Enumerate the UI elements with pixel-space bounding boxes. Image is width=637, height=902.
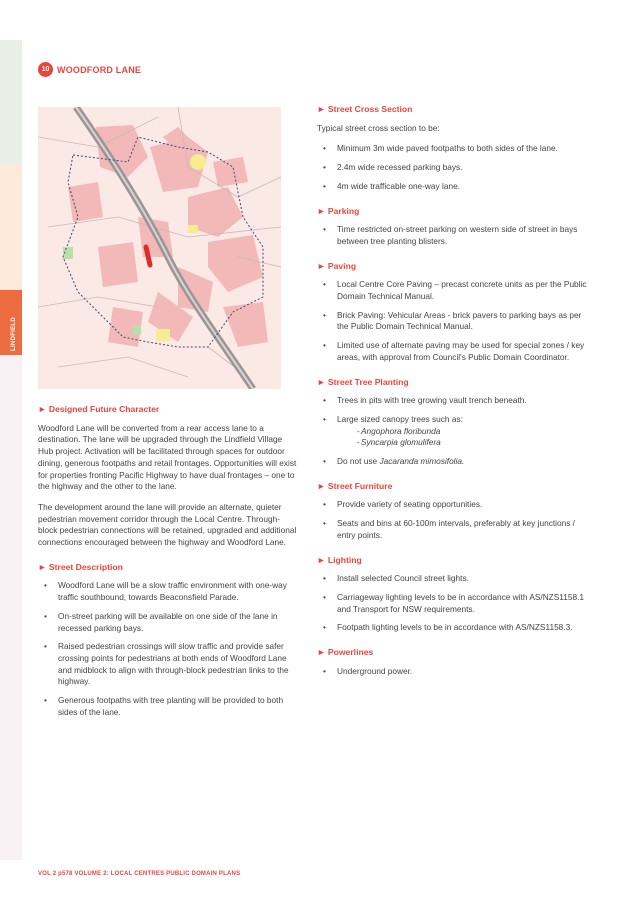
street-cross-section-heading: ► Street Cross Section	[317, 104, 413, 114]
list-item	[317, 456, 587, 468]
left-column	[38, 404, 298, 731]
page-header	[38, 62, 141, 77]
side-strip-green	[0, 40, 22, 165]
street-furniture-heading: ► Street Furniture	[317, 480, 393, 491]
street-description-heading: ► Street Description	[38, 561, 123, 572]
street-tree-planting-heading: ► Street Tree Planting	[317, 376, 409, 387]
designed-paragraph-1: Woodford Lane will be converted from a rear access lane to a destination. The lane will be upgraded through the Lindfield Village Hub project. Activation will be facilitated through spaces for outdoor dining, generous footpaths and retail frontages. Opportunities will exist for properties fronting Pacific Highway to have dual frontages – one to the highway and the other to the lane.	[38, 422, 297, 492]
designed-future-character-section	[38, 404, 298, 549]
excluded-species: Jacaranda mimosifolia.	[379, 456, 465, 467]
paving-section	[317, 261, 587, 364]
list-item: • Underground power.	[317, 666, 587, 678]
designed-paragraph-2: The development around the lane will provide an alternate, quieter pedestrian movement corridor through the Local Centre. Through-block pedestrian connections will be retained, upgraded and additional connections encouraged between the highway and Woodford Lane.	[38, 501, 297, 548]
list-item: • Raised pedestrian crossings will slow traffic and provide safer crossing points for pedestrians at both ends of Woodford Lane and midblock to align with through-block pedestrian links to the highway.	[38, 641, 298, 688]
list-item: • Brick Paving: Vehicular Areas - brick pavers to parking bays as per the Public Domain Technical Manual.	[317, 310, 587, 333]
page-title: WOODFORD LANE	[57, 64, 142, 75]
side-tab-label: LINDFIELD	[11, 316, 17, 351]
list-item: • Time restricted on-street parking on western side of street in bays between tree planting blisters.	[317, 224, 587, 247]
right-column	[317, 104, 587, 691]
parking-section	[317, 206, 587, 248]
map-green-area-2	[133, 325, 141, 335]
page-footer: VOL 2 p578 VOLUME 2: LOCAL CENTRES PUBLIC DOMAIN PLANS	[38, 871, 241, 877]
map-yellow-area-2	[156, 329, 170, 341]
powerlines-section	[317, 647, 587, 677]
designed-future-character-heading: ► Designed Future Character	[38, 404, 160, 414]
list-item: • Woodford Lane will be a slow traffic environment with one-way traffic southbound, towards Beaconsfield Parade.	[38, 580, 298, 603]
tree-species-1: - Angophora floribunda	[337, 426, 587, 438]
street-description-section	[38, 562, 298, 719]
section-number-badge: 10	[38, 62, 53, 77]
list-item: • 4m wide trafficable one-way lane.	[317, 181, 587, 193]
street-furniture-section	[317, 481, 587, 542]
cross-section-intro: Typical street cross section to be:	[317, 122, 440, 133]
list-item: • Footpath lighting levels to be in accordance with AS/NZS1158.3.	[317, 622, 587, 634]
lighting-section	[317, 555, 587, 635]
list-item: • Trees in pits with tree growing vault trench beneath.	[317, 395, 587, 407]
lighting-heading: ► Lighting	[317, 554, 362, 565]
list-item: • Install selected Council street lights.	[317, 573, 587, 585]
list-item: • Generous footpaths with tree planting will be provided to both sides of the lane.	[38, 695, 298, 718]
paving-heading: ► Paving	[317, 260, 357, 271]
parking-heading: ► Parking	[317, 205, 360, 216]
list-item: • Limited use of alternate paving may be used for special zones / key areas, with approval from Council's Public Domain Coordinator.	[317, 340, 587, 363]
powerlines-heading: ► Powerlines	[317, 647, 374, 658]
map-yellow-area-3	[188, 225, 198, 233]
list-item: • Local Centre Core Paving – precast concrete units as per the Public Domain Technical Manual.	[317, 279, 587, 302]
list-item: • Minimum 3m wide paved footpaths to both sides of the lane.	[317, 143, 587, 155]
side-strip-peach	[0, 165, 22, 290]
tree-species-intro: Large sized canopy trees such as:	[337, 413, 463, 424]
location-map	[38, 107, 281, 389]
list-item: • Seats and bins at 60-100m intervals, preferably at key junctions / entry points.	[317, 518, 587, 541]
street-tree-planting-section	[317, 377, 587, 468]
tree-species-2: - Syncarpia glomulifera	[337, 437, 587, 449]
side-strip-pale	[0, 355, 22, 860]
do-not-use-text: Do not use	[337, 456, 380, 467]
street-cross-section-section	[317, 104, 587, 193]
list-item: • Carriageway lighting levels to be in accordance with AS/NZS1158.1 and Transport for NSW requirements.	[317, 592, 587, 615]
list-item: • Provide variety of seating opportunities.	[317, 499, 587, 511]
map-yellow-area	[190, 154, 206, 170]
list-item: • On-street parking will be available on one side of the lane in recessed parking bays.	[38, 611, 298, 634]
list-item	[317, 414, 587, 449]
list-item: • 2.4m wide recessed parking bays.	[317, 162, 587, 174]
